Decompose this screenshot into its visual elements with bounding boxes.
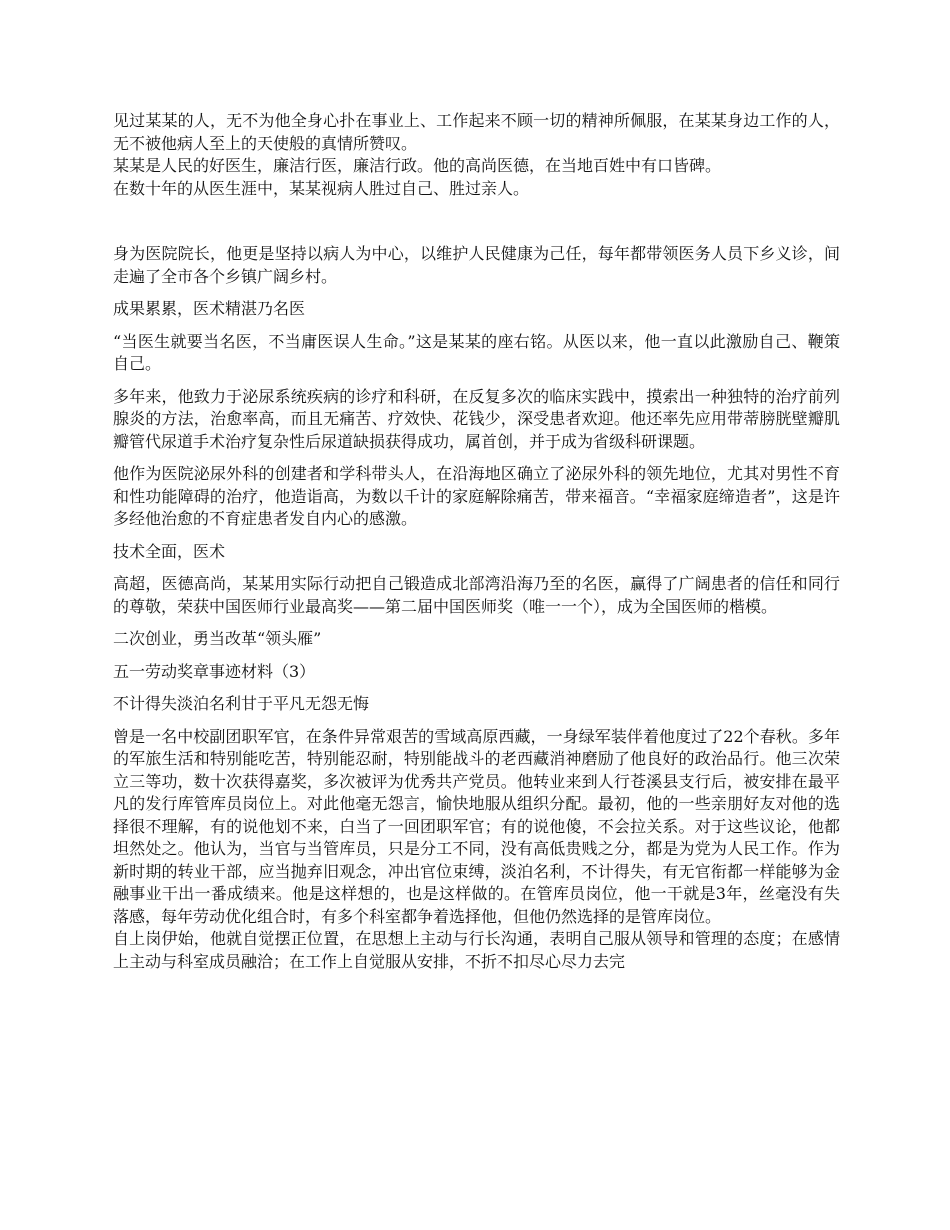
document-page — [113, 110, 840, 973]
paragraph-4: 身为医院院长，他更是坚持以病人为中心，以维护人民健康为己任，每年都带领医务人员下乡义诊，间走遍了全市各个乡镇广阔乡村。 — [113, 244, 840, 286]
paragraph-motto: “当医生就要当名医，不当庸医误人生命。”这是某某的座右铭。从医以来，他一直以此激励自己、鞭策自己。 — [113, 331, 840, 373]
paragraph-research: 多年来，他致力于泌尿系统疾病的诊疗和科研，在反复多次的临床实践中，摸索出一种独特的治疗前列腺炎的方法，治愈率高，而且无痛苦、疗效快、花钱少，深受患者欢迎。他还率先应用带蒂膀胱壁瓣肌瓣管代尿道手术治疗复杂性后尿道缺损获得成功，属首创，并于成为省级科研课题。 — [113, 386, 840, 451]
section-spacer — [113, 200, 840, 243]
paragraph-1: 见过某某的人，无不为他全身心扑在事业上、工作起来不顾一切的精神所佩服，在某某身边工作的人，无不被他病人至上的天使般的真情所赞叹。 — [113, 111, 840, 153]
section-heading-dedication: 不计得失淡泊名利甘于平凡无怨无悔 — [113, 694, 370, 713]
paragraph-2: 某某是人民的好医生，廉洁行医，廉洁行政。他的高尚医德，在当地百姓中有口皆碑。 — [113, 156, 722, 175]
paragraph-3: 在数十年的从医生涯中，某某视病人胜过自己、胜过亲人。 — [113, 178, 530, 198]
section-heading-reform: 二次创业，勇当改革“领头雁” — [113, 629, 322, 648]
paragraph-military: 曾是一名中校副团职军官，在条件异常艰苦的雪域高原西藏，一身绿军装伴着他度过了22个春秋。多年的军旅生活和特别能吃苦，特别能忍耐，特别能战斗的老西藏消神磨励了他良好的政治品行。他三次荣立三等功，数十次获得嘉奖，多次被评为优秀共产党员。他转业来到人行苍溪县支行后，被安排在最平凡的发行库管库员岗位上。对此他毫无怨言，愉快地服从组织分配。最初，他的一些亲朋好友对他的选择很不理解，有的说他划不来，白当了一回团职军官；有的说他傻，不会拉关系。对于这些议论，他都坦然处之。他认为，当官与当管库员，只是分工不同，没有高低贵贱之分，都是为党为人民工作。作为新时期的转业干部，应当抛弃旧观念，冲出官位束缚，淡泊名利，不计得失，有无官衔都一样能够为金融事业干出一番成绩来。他是这样想的，也是这样做的。在管库员岗位，他一干就是3年，丝毫没有失落感，每年劳动优化组合时，有多个科室都争着选择他，但他仍然选择的是管库岗位。 — [113, 726, 840, 926]
paragraph-urology: 他作为医院泌尿外科的创建者和学科带头人，在沿海地区确立了泌尿外科的领先地位，尤其对男性不育和性功能障碍的治疗，他造诣高，为数以千计的家庭解除痛苦，带来福音。“幸福家庭缔造者”，这是许多经他治愈的不育症患者发自内心的感激。 — [113, 464, 840, 528]
section-heading-skills: 技术全面，医术 — [113, 541, 226, 561]
document-subtitle: 五一劳动奖章事迹材料（3） — [113, 661, 316, 681]
paragraph-attitude: 自上岗伊始，他就自觉摆正位置，在思想上主动与行长沟通，表明自己服从领导和管理的态度；在感情上主动与科室成员融洽；在工作上自觉服从安排，不折不扣尽心尽力去完 — [113, 929, 840, 971]
paragraph-award: 高超，医德高尚，某某用实际行动把自己锻造成北部湾沿海乃至的名医，赢得了广阔患者的信任和同行的尊敬，荣获中国医师行业最高奖——第二届中国医师奖（唯一一个），成为全国医师的楷模。 — [113, 574, 840, 616]
section-heading-achievements: 成果累累，医术精湛乃名医 — [113, 299, 306, 318]
